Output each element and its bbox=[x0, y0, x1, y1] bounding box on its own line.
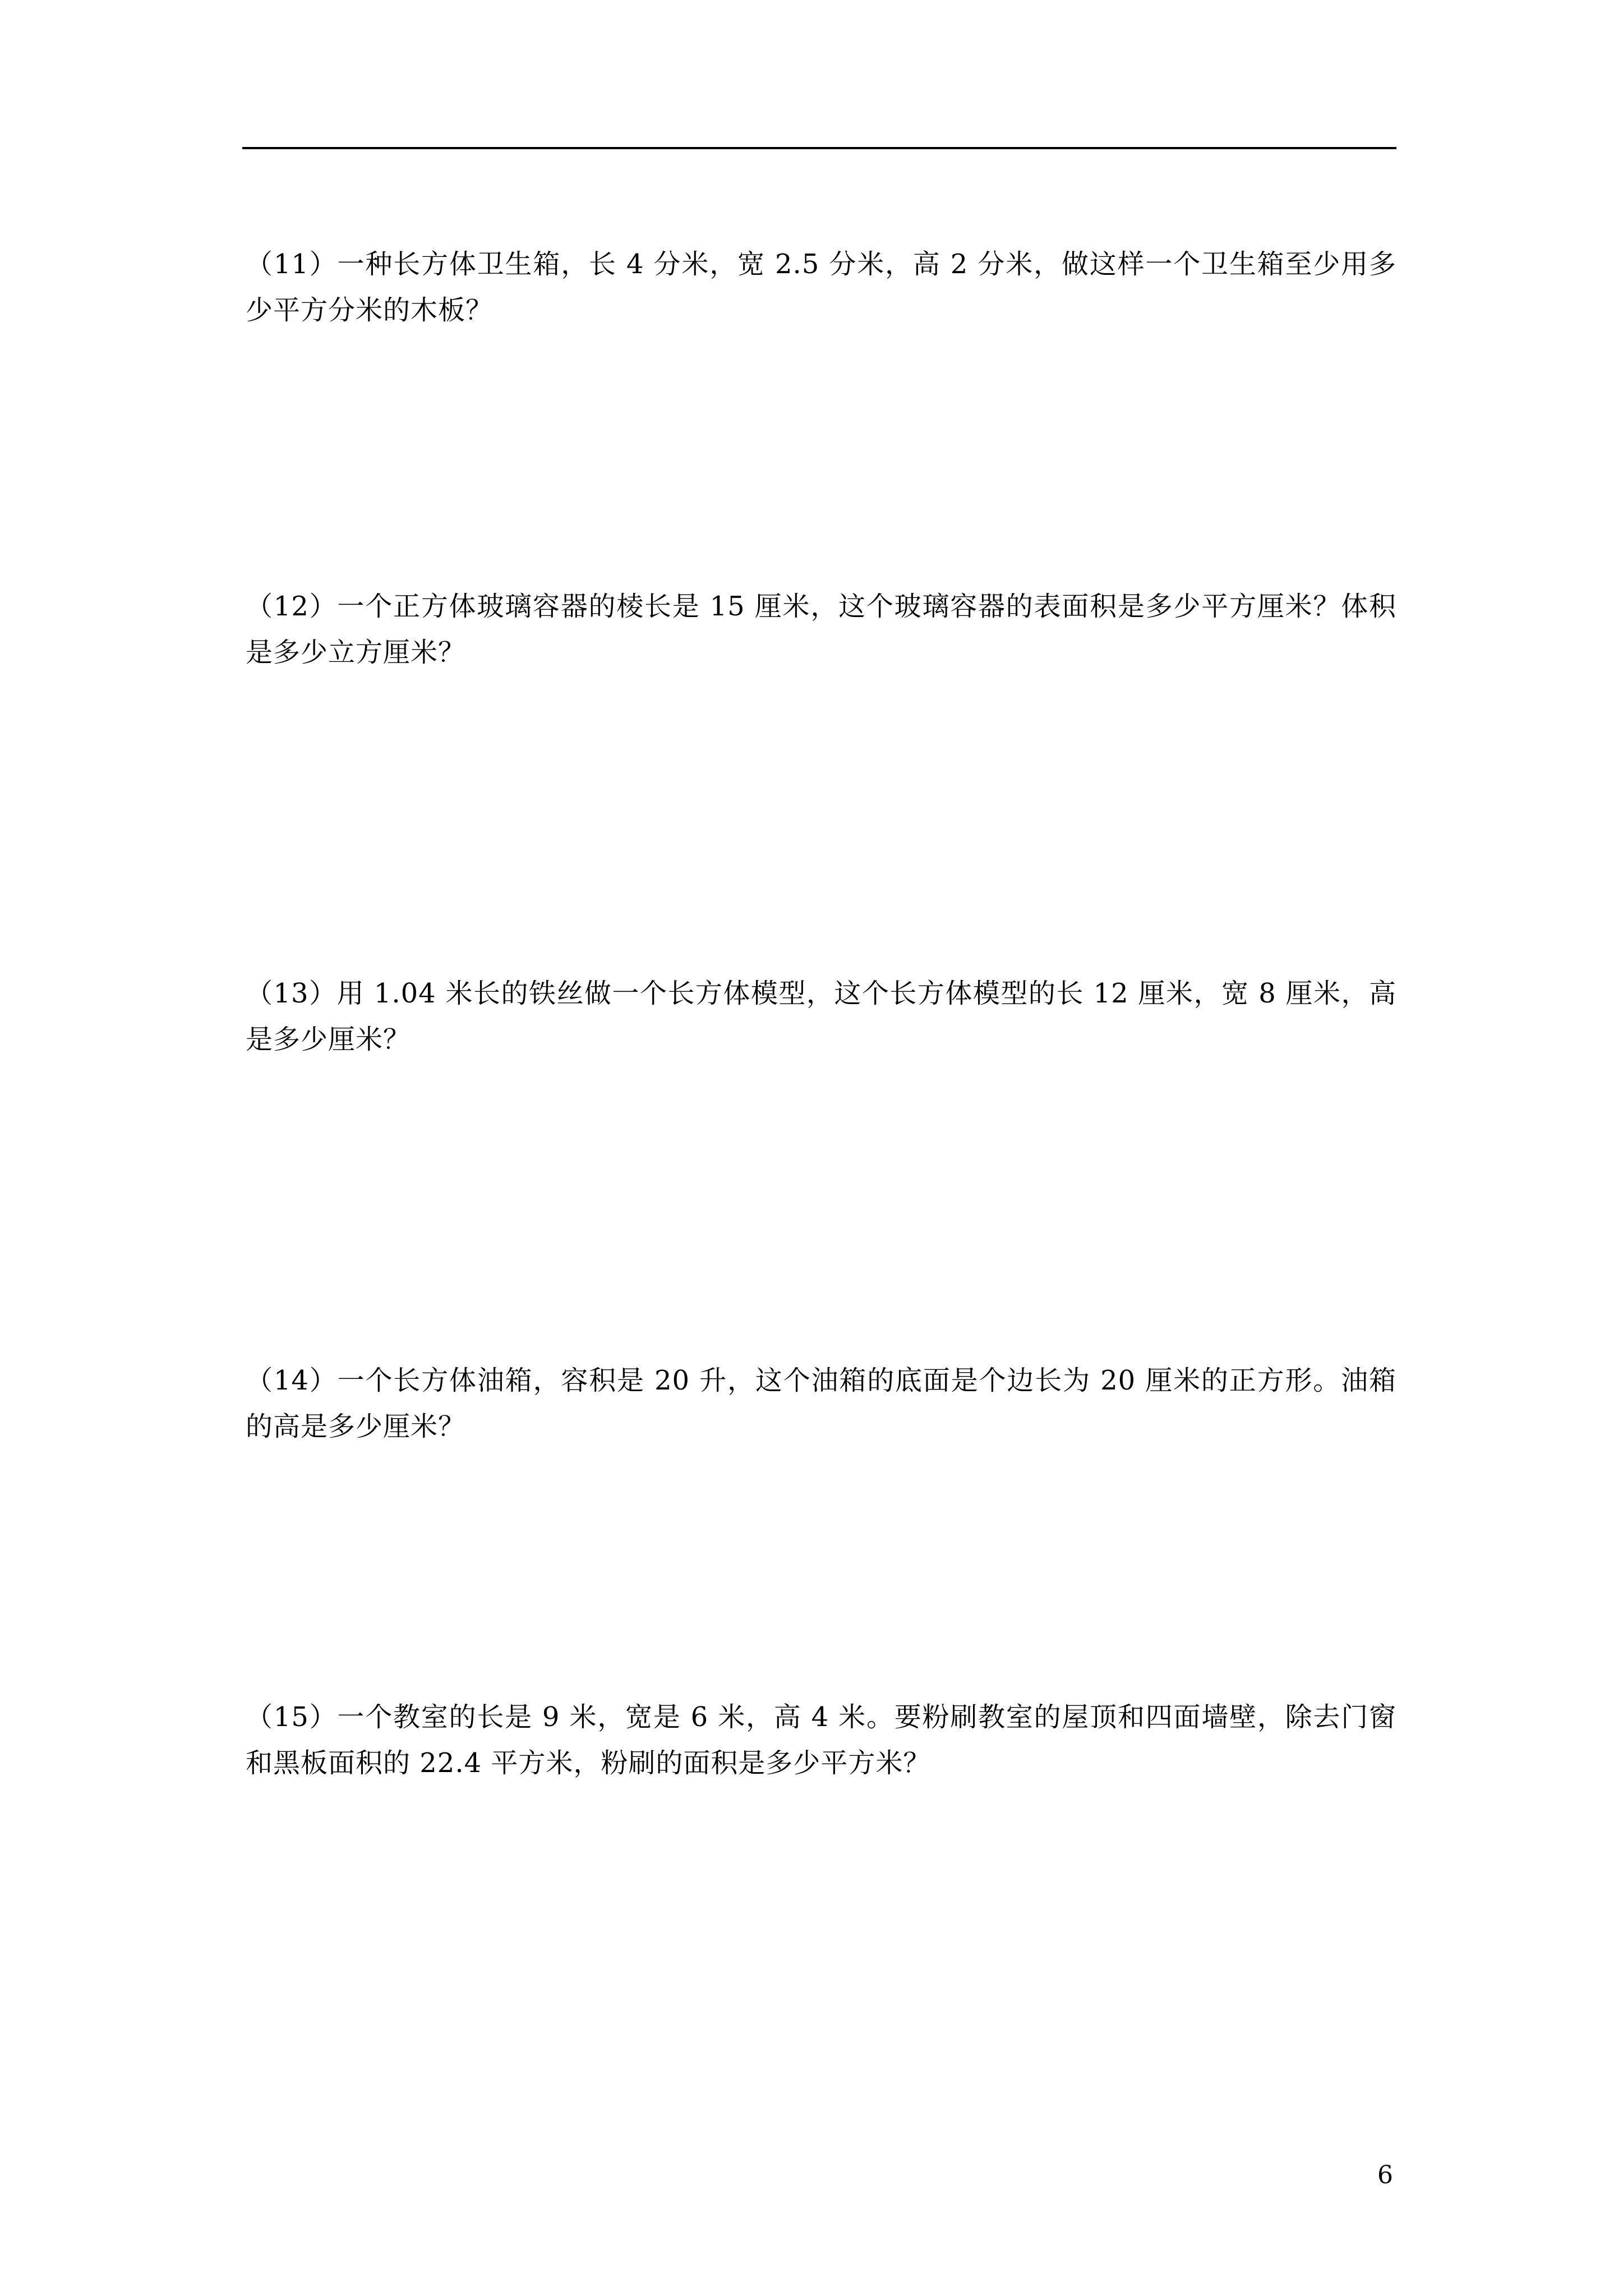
page-number: 6 bbox=[1377, 2161, 1393, 2189]
problem-11: （11）一种长方体卫生箱，长 4 分米，宽 2.5 分米，高 2 分米，做这样一个卫生箱至少用多少平方分米的木板？ bbox=[246, 249, 1396, 326]
problem-14: （14）一个长方体油箱，容积是 20 升，这个油箱的底面是个边长为 20 厘米的正方形。油箱的高是多少厘米？ bbox=[246, 1365, 1396, 1442]
problem-12: （12）一个正方体玻璃容器的棱长是 15 厘米，这个玻璃容器的表面积是多少平方厘米？体积是多少立方厘米？ bbox=[246, 591, 1396, 668]
header-rule bbox=[242, 147, 1396, 149]
problem-15: （15）一个教室的长是 9 米，宽是 6 米，高 4 米。要粉刷教室的屋顶和四面墙壁，除去门窗和黑板面积的 22.4 平方米，粉刷的面积是多少平方米？ bbox=[246, 1701, 1396, 1779]
problem-13: （13）用 1.04 米长的铁丝做一个长方体模型，这个长方体模型的长 12 厘米，宽 8 厘米，高是多少厘米？ bbox=[246, 978, 1396, 1055]
